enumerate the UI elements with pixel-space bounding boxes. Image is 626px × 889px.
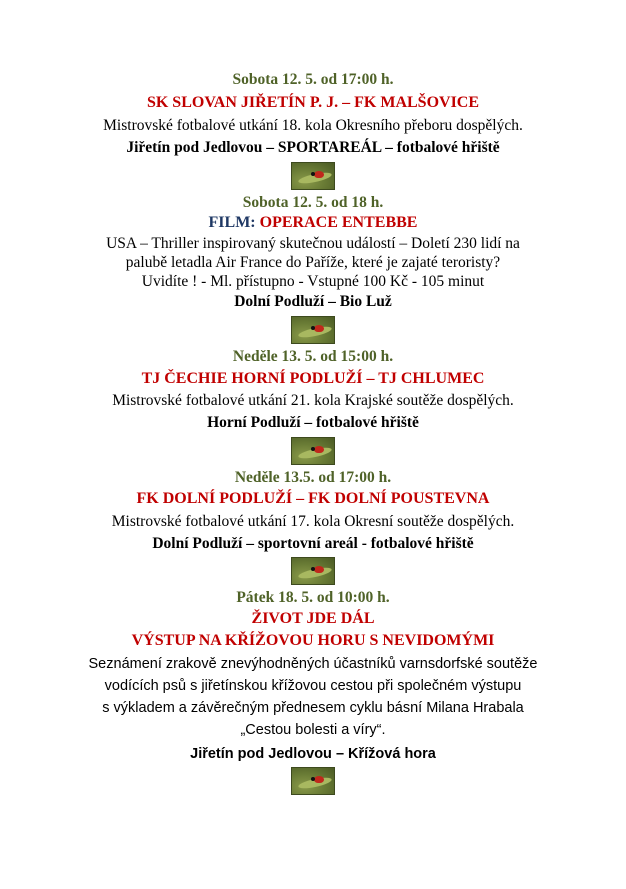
event-date: Neděle 13.5. od 17:00 h. (234, 469, 392, 486)
event-title: SK SLOVAN JIŘETÍN P. J. – FK MALŠOVICE (146, 94, 480, 111)
event-subtitle: VÝSTUP NA KŘÍŽOVOU HORU S NEVIDOMÝMI (131, 632, 495, 649)
event-description: „Cestou bolesti a víry“. (240, 722, 386, 738)
ladybug-image (291, 316, 335, 344)
event-venue: Jiřetín pod Jedlovou – Křížová hora (190, 746, 436, 762)
event-venue: Dolní Podluží – Bio Luž (234, 293, 392, 310)
event-description: Mistrovské fotbalové utkání 17. kola Okresní soutěže dospělých. (111, 513, 515, 530)
event-title (0, 213, 626, 233)
event-description: vodících psů s jiřetínskou křížovou cestou při společném výstupu (104, 678, 522, 694)
film-title: OPERACE ENTEBBE (259, 214, 418, 231)
event-description: Mistrovské fotbalové utkání 21. kola Krajské soutěže dospělých. (112, 392, 514, 409)
film-label: FILM: (208, 214, 260, 231)
ladybug-image (291, 767, 335, 795)
event-description: Mistrovské fotbalové utkání 18. kola Okresního přeboru dospělých. (103, 117, 523, 134)
event-date: Sobota 12. 5. od 17:00 h. (232, 71, 394, 88)
event-title: ŽIVOT JDE DÁL (251, 610, 375, 627)
event-description: palubě letadla Air France do Paříže, které je zajaté teroristy? (125, 254, 501, 271)
event-title: TJ ČECHIE HORNÍ PODLUŽÍ – TJ CHLUMEC (141, 370, 485, 387)
event-venue: Horní Podluží – fotbalové hřiště (207, 414, 419, 431)
event-date: Pátek 18. 5. od 10:00 h. (236, 589, 390, 606)
event-title: FK DOLNÍ PODLUŽÍ – FK DOLNÍ POUSTEVNA (136, 490, 490, 507)
ladybug-image (291, 557, 335, 585)
event-description: Seznámení zrakově znevýhodněných účastníků varnsdorfské soutěže (88, 656, 538, 672)
event-date: Neděle 13. 5. od 15:00 h. (232, 348, 394, 365)
event-date: Sobota 12. 5. od 18 h. (242, 194, 384, 211)
event-description: USA – Thriller inspirovaný skutečnou událostí – Doletí 230 lidí na (106, 235, 520, 252)
event-description: s výkladem a závěrečným přednesem cyklu básní Milana Hrabala (102, 700, 524, 716)
event-venue: Dolní Podluží – sportovní areál - fotbalové hřiště (152, 535, 474, 552)
event-venue: Jiřetín pod Jedlovou – SPORTAREÁL – fotbalové hřiště (126, 139, 500, 156)
ladybug-image (291, 162, 335, 190)
ladybug-image (291, 437, 335, 465)
event-description: Uvidíte ! - Ml. přístupno - Vstupné 100 Kč - 105 minut (141, 273, 485, 290)
